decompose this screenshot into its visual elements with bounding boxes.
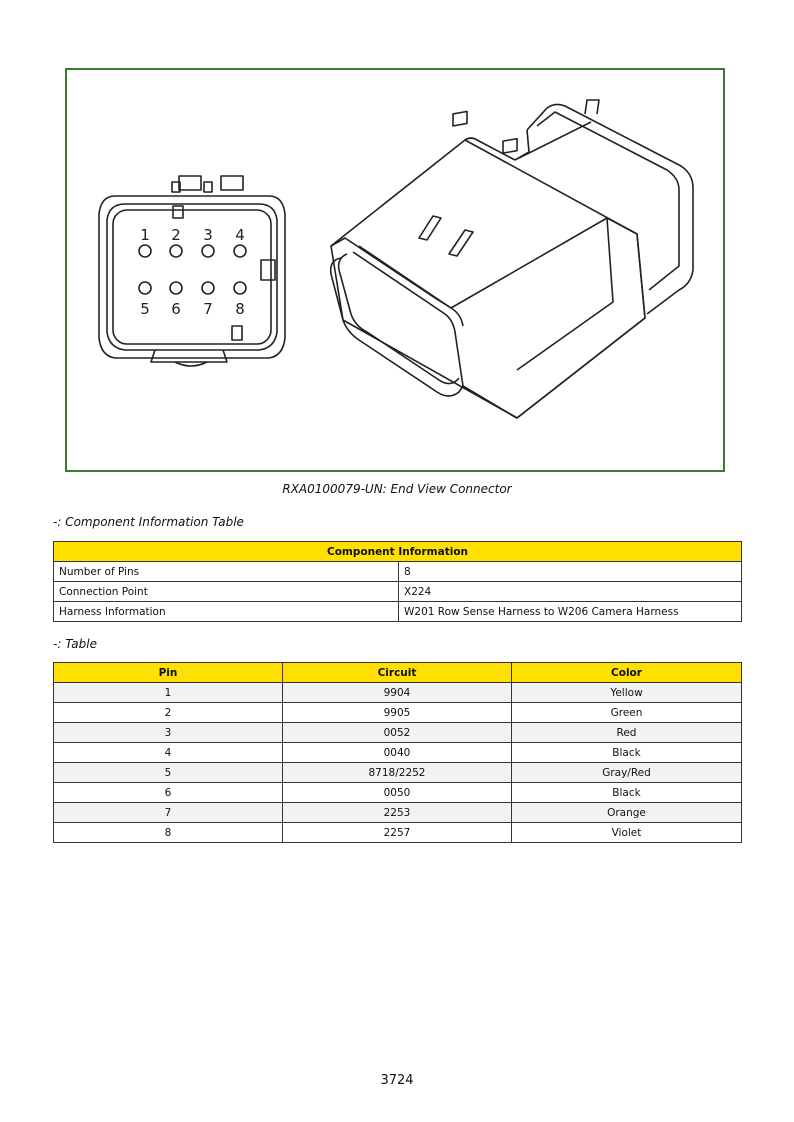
pin-label-6: 6 xyxy=(171,300,181,318)
figure-caption: RXA0100079-UN: End View Connector xyxy=(282,482,512,496)
header-circuit: Circuit xyxy=(283,663,512,683)
cell-pin: 8 xyxy=(54,823,283,843)
cell-pin: 7 xyxy=(54,803,283,823)
isometric-connector xyxy=(331,100,693,418)
row-label: Harness Information xyxy=(54,602,399,622)
cell-color: Orange xyxy=(512,803,742,823)
row-label: Number of Pins xyxy=(54,562,399,582)
component-info-header: Component Information xyxy=(54,542,742,562)
pin-section-title: -: Table xyxy=(53,637,97,651)
cell-pin: 6 xyxy=(54,783,283,803)
cell-circuit: 9904 xyxy=(283,683,512,703)
row-value: 8 xyxy=(399,562,742,582)
cell-color: Yellow xyxy=(512,683,742,703)
table-row xyxy=(54,582,742,602)
pin-label-2: 2 xyxy=(171,226,181,244)
cell-color: Black xyxy=(512,783,742,803)
pin-label-8: 8 xyxy=(235,300,245,318)
header-color: Color xyxy=(512,663,742,683)
cell-circuit: 0040 xyxy=(283,743,512,763)
cell-pin: 1 xyxy=(54,683,283,703)
cell-pin: 4 xyxy=(54,743,283,763)
pin-table-header-row xyxy=(54,663,742,683)
component-info-table xyxy=(53,541,742,622)
cell-circuit: 2257 xyxy=(283,823,512,843)
end-view-connector xyxy=(99,176,285,366)
cell-color: Gray/Red xyxy=(512,763,742,783)
cell-color: Red xyxy=(512,723,742,743)
cell-circuit: 0050 xyxy=(283,783,512,803)
header-pin: Pin xyxy=(54,663,283,683)
cell-pin: 2 xyxy=(54,703,283,723)
cell-color: Black xyxy=(512,743,742,763)
pin-label-3: 3 xyxy=(203,226,213,244)
pin-label-5: 5 xyxy=(140,300,150,318)
pin-holes xyxy=(139,245,246,294)
cell-circuit: 0052 xyxy=(283,723,512,743)
table-row xyxy=(54,783,742,803)
pin-label-1: 1 xyxy=(140,226,150,244)
table-row xyxy=(54,803,742,823)
connector-drawing xyxy=(67,70,723,470)
component-info-header-row xyxy=(54,542,742,562)
cell-color: Violet xyxy=(512,823,742,843)
table-row xyxy=(54,562,742,582)
connector-figure xyxy=(65,68,725,472)
table-row xyxy=(54,683,742,703)
cell-pin: 5 xyxy=(54,763,283,783)
table-row xyxy=(54,703,742,723)
pin-label-7: 7 xyxy=(203,300,213,318)
page-number: 3724 xyxy=(380,1073,414,1088)
row-value: X224 xyxy=(399,582,742,602)
table-row xyxy=(54,823,742,843)
table-row xyxy=(54,723,742,743)
table-row xyxy=(54,743,742,763)
cell-circuit: 9905 xyxy=(283,703,512,723)
component-section-title: -: Component Information Table xyxy=(53,515,244,529)
row-value: W201 Row Sense Harness to W206 Camera Harness xyxy=(399,602,742,622)
pin-label-4: 4 xyxy=(235,226,245,244)
pin-table xyxy=(53,662,742,843)
row-label: Connection Point xyxy=(54,582,399,602)
cell-color: Green xyxy=(512,703,742,723)
cell-circuit: 8718/2252 xyxy=(283,763,512,783)
cell-circuit: 2253 xyxy=(283,803,512,823)
table-row xyxy=(54,602,742,622)
table-row xyxy=(54,763,742,783)
cell-pin: 3 xyxy=(54,723,283,743)
